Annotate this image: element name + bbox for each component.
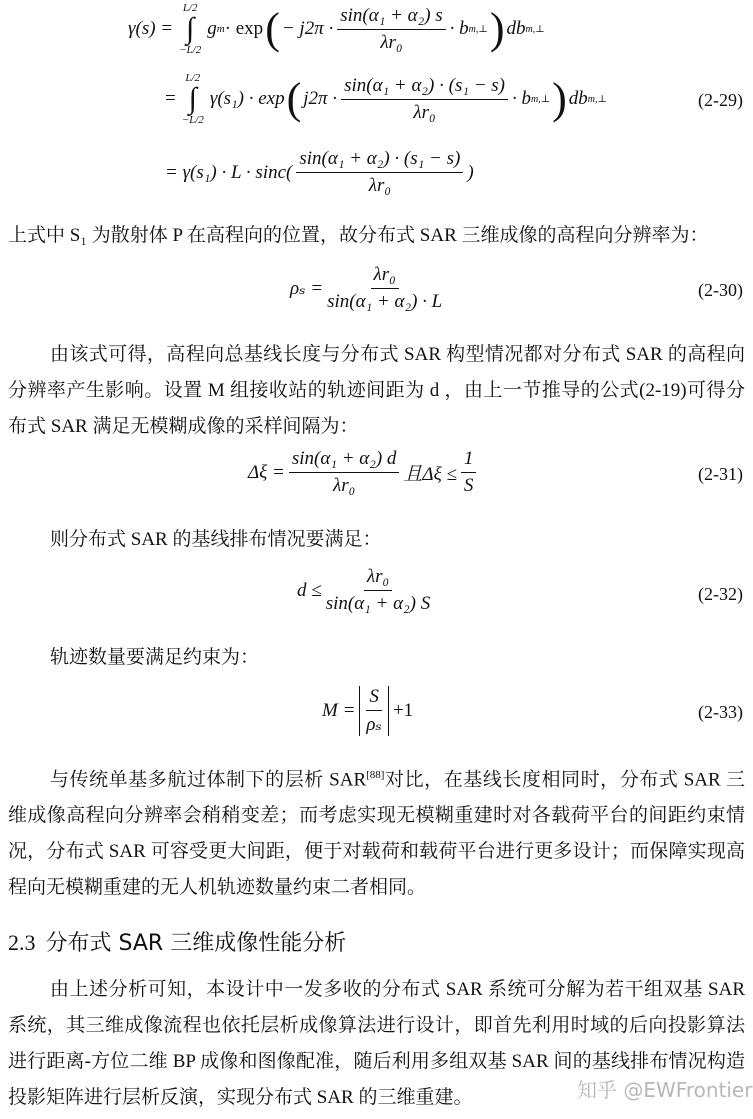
fraction: $\frac{1}{S}$ <box>461 448 477 497</box>
eq-term: · exp <box>224 18 264 39</box>
paragraph: 上式中 S₁ 为散射体 P 在高程向的位置，故分布式 SAR 三维成像的高程向分辨率为： <box>8 225 709 246</box>
watermark: 知乎 @EWFrontier <box>577 1078 753 1102</box>
fraction: $\frac{\text{sin(α₁ + α₂) · (s₁ − s)}}{\text{λr₀}}$ <box>296 148 463 197</box>
eq-term: · b <box>512 88 531 109</box>
citation[interactable]: [88] <box>366 769 385 781</box>
eq-term: γ(s₁) · exp <box>209 88 285 109</box>
eq-term: j2π · <box>303 88 338 109</box>
equation-2-32: d ≤ $\frac{\text{λr₀}}{\text{sin(α₁ + α₂) S}}$ <box>297 566 431 614</box>
floor-bracket <box>359 686 389 736</box>
section-heading: 2.3 分布式 SAR 三维成像性能分析 <box>8 930 347 956</box>
fraction: $\frac{\text{sin(α₁ + α₂) · (s₁ − s)}}{\text{λr₀}}$ <box>341 75 508 124</box>
fraction: $\frac{\text{sin(α₁ + α₂) d}}{\text{λr₀}}$ <box>289 448 400 497</box>
equation-2-31: Δξ = $\frac{\text{sin(α₁ + α₂) d}}{\text{λr₀}}$ 且Δξ ≤ $\frac{1}{S}$ <box>248 448 480 497</box>
eq-term: − j2π · <box>281 18 334 39</box>
fraction: $\frac{\text{sin(α₁ + α₂) s}}{\text{λr₀}}$ <box>337 5 445 54</box>
equation-number: (2-32) <box>698 584 743 604</box>
equation-2-29-row2: = L/2 ∫ −L/2 γ(s₁) · exp ( j2π · $\frac{\text{sin(α₁ + α₂) · (s₁ − s)}}{\text{λr₀}}$ · b m,⊥ ) db m,⊥ <box>165 72 607 126</box>
equation-number: (2-33) <box>698 702 743 722</box>
integral: L/2 ∫ −L/2 <box>181 72 204 126</box>
equation-2-30: ρₛ = $\frac{\text{λr₀}}{\text{sin(α₁ + α₂) · L}}$ <box>290 264 443 312</box>
eq-term: g <box>207 18 217 39</box>
equation-2-33: M = $\frac{S}{\text{ρₛ}}$ +1 <box>322 686 414 735</box>
eq-term: db <box>568 88 588 109</box>
paragraph: 与传统单基多航过体制下的层析 SAR[88]对比，在基线长度相同时，分布式 SAR 三维成像高程向分辨率会稍稍变差；而考虑实现无模糊重建时对各载荷平台的间距约束情况，分布式 SAR 可容受更大间距，便于对载荷和载荷平台进行更多设计；而保障实现高程向无模糊重建的无人机轨迹数量约束二者相同。 <box>8 769 745 899</box>
paragraph: 由该式可得，高程向总基线长度与分布式 SAR 构型情况都对分布式 SAR 的高程向分辨率产生影响。设置 M 组接收站的轨迹间距为 d ，由上一节推导的公式(2-19)可得分布式 SAR 满足无模糊成像的采样间隔为： <box>8 344 745 437</box>
equation-number: (2-29) <box>698 90 743 110</box>
integral: L/2 ∫ −L/2 <box>179 2 202 56</box>
paragraph: 则分布式 SAR 的基线排布情况要满足： <box>50 529 382 550</box>
eq-term: · b <box>449 18 469 39</box>
eq-term: = γ(s₁) · L · sinc( <box>165 161 293 183</box>
equation-number: (2-31) <box>698 464 743 484</box>
fraction: $\frac{\text{λr₀}}{\text{sin(α₁ + α₂) · L}}$ <box>327 264 443 312</box>
equation-number: (2-30) <box>698 280 743 300</box>
eq-lhs: γ(s) = <box>128 18 174 39</box>
fraction: $\frac{\text{λr₀}}{\text{sin(α₁ + α₂) S}}$ <box>325 566 431 614</box>
fraction: $\frac{S}{\text{ρₛ}}$ <box>366 686 382 735</box>
paragraph: 轨迹数量要满足约束为： <box>50 647 260 668</box>
equation-2-29-row3: = γ(s₁) · L · sinc( $\frac{\text{sin(α₁ + α₂) · (s₁ − s)}}{\text{λr₀}}$ ) <box>165 148 474 196</box>
equation-2-29-row1: γ(s) = L/2 ∫ −L/2 g m · exp ( − j2π · $\frac{\text{sin(α₁ + α₂) s}}{\text{λr₀}}$ · b m,⊥ ) db m,⊥ <box>128 2 545 56</box>
eq-term: db <box>506 18 526 39</box>
paragraph: 由上述分析可知，本设计中一发多收的分布式 SAR 系统可分解为若干组双基 SAR 系统，其三维成像流程也依托层析成像算法进行设计，即首先利用时域的后向投影算法进行距离-方位二维 BP 成像和图像配准，随后利用多组双基 SAR 间的基线排布情况构造投影矩阵进行层析反演，实现分布式 SAR 的三维重建。 <box>8 979 745 1108</box>
